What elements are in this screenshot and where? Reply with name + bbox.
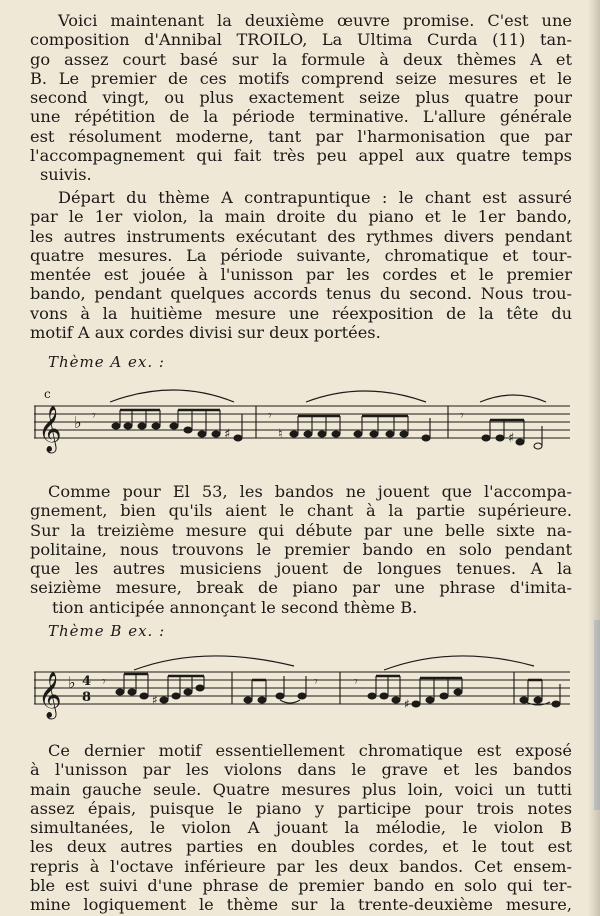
text-line: suivis. xyxy=(40,165,92,185)
text-line: Sur la treizième mesure qui débute par une belle sixte na- xyxy=(30,520,572,540)
svg-text:𝄾: 𝄾 xyxy=(92,408,96,424)
text-line: les autres instruments exécutant des rythmes divers pendant xyxy=(30,226,572,246)
text-line: une répétition de la période terminative. L'allure générale xyxy=(30,107,572,127)
text-line: que les autres musiciens jouent de longues tenues. A la xyxy=(30,559,572,579)
text-line: tion anticipée annonçant le second thème B. xyxy=(52,597,418,617)
svg-text:♭: ♭ xyxy=(68,673,76,692)
text-line: composition d'Annibal TROILO, La Ultima Curda (11) tan- xyxy=(30,30,572,50)
svg-text:𝄾: 𝄾 xyxy=(102,674,106,690)
text-line: Départ du thème A contrapuntique : le chant est assuré xyxy=(58,188,572,207)
text-line: bando, pendant quelques accords tenus du second. Nous trou- xyxy=(30,284,572,304)
paragraph-theme-a xyxy=(30,188,572,342)
music-staff-theme-b xyxy=(34,650,574,720)
svg-text:♯: ♯ xyxy=(508,431,515,446)
text-line: second vingt, ou plus exactement seize plus quatre pour xyxy=(30,88,572,108)
text-line: go assez court basé sur la formule à deux thèmes A et xyxy=(30,49,572,69)
music-staff-theme-a xyxy=(34,384,574,460)
treble-clef-icon: 𝄞 xyxy=(38,672,62,718)
caption-theme-b: Thème B ex. : xyxy=(48,622,166,640)
text-line: l'accompagnement qui fait très peu appel aux quatre temps xyxy=(30,146,572,166)
page-edge-shadow xyxy=(588,0,600,916)
text-line: ble est suivi d'une phrase de premier bando en solo qui ter- xyxy=(30,876,572,896)
paragraph-theme-b xyxy=(30,741,572,915)
svg-text:𝄾: 𝄾 xyxy=(268,408,272,424)
text-line: quatre mesures. La période suivante, chromatique et tour- xyxy=(30,245,572,265)
caption-theme-a: Thème A ex. : xyxy=(48,353,165,371)
text-line: B. Le premier de ces motifs comprend seize mesures et le xyxy=(30,68,572,88)
svg-text:♯: ♯ xyxy=(152,693,158,707)
svg-text:♯: ♯ xyxy=(404,697,410,711)
svg-text:♯: ♯ xyxy=(224,427,231,442)
text-line: Ce dernier motif essentiellement chromatique est exposé xyxy=(48,741,572,760)
text-line: politaine, nous trouvons le premier bando en solo pendant xyxy=(30,539,572,559)
text-line: assez épais, puisque le piano y participe pour trois notes xyxy=(30,798,572,818)
svg-text:♮: ♮ xyxy=(278,427,283,442)
svg-text:𝄾: 𝄾 xyxy=(354,674,358,690)
text-line: mine logiquement le thème sur la trente-deuxième mesure, xyxy=(30,895,572,915)
text-line: simultanées, le violon A jouant la mélodie, le violon B xyxy=(30,818,572,838)
text-line: est résolument moderne, tant par l'harmonisation que par xyxy=(30,126,572,146)
text-line: par le 1er violon, la main droite du piano et le 1er bando, xyxy=(30,207,572,227)
svg-text:8: 8 xyxy=(82,690,92,705)
svg-text:c: c xyxy=(44,387,51,401)
text-line: mentée est jouée à l'unisson par les cordes et le premier xyxy=(30,265,572,285)
treble-clef-icon: 𝄞 xyxy=(38,406,62,452)
text-line: les deux autres parties en doubles cordes, et le tout est xyxy=(30,837,572,857)
svg-text:♭: ♭ xyxy=(74,413,82,432)
text-line: Comme pour El 53, les bandos ne jouent que l'accompa- xyxy=(48,482,572,501)
text-line: main gauche seule. Quatre mesures plus loin, voici un tutti xyxy=(30,779,572,799)
svg-text:4: 4 xyxy=(82,674,92,689)
text-line: vons à la huitième mesure une réexposition de la tête du xyxy=(30,303,572,323)
text-line: gnement, bien qu'ils aient le chant à la partie supérieure. xyxy=(30,501,572,521)
text-line: repris à l'octave inférieure par les deux bandos. Cet ensem- xyxy=(30,856,572,876)
text-line: motif A aux cordes divisi sur deux portées. xyxy=(30,323,381,343)
text-line: seizième mesure, break de piano par une phrase d'imita- xyxy=(30,578,572,598)
paragraph-intro xyxy=(30,11,572,185)
paragraph-bandos xyxy=(30,482,572,617)
svg-text:𝄾: 𝄾 xyxy=(314,674,318,690)
text-line: à l'unisson par les violons dans le grave et les bandos xyxy=(30,760,572,780)
text-line: Voici maintenant la deuxième œuvre promise. C'est une xyxy=(58,11,572,30)
svg-text:𝄾: 𝄾 xyxy=(460,408,464,424)
